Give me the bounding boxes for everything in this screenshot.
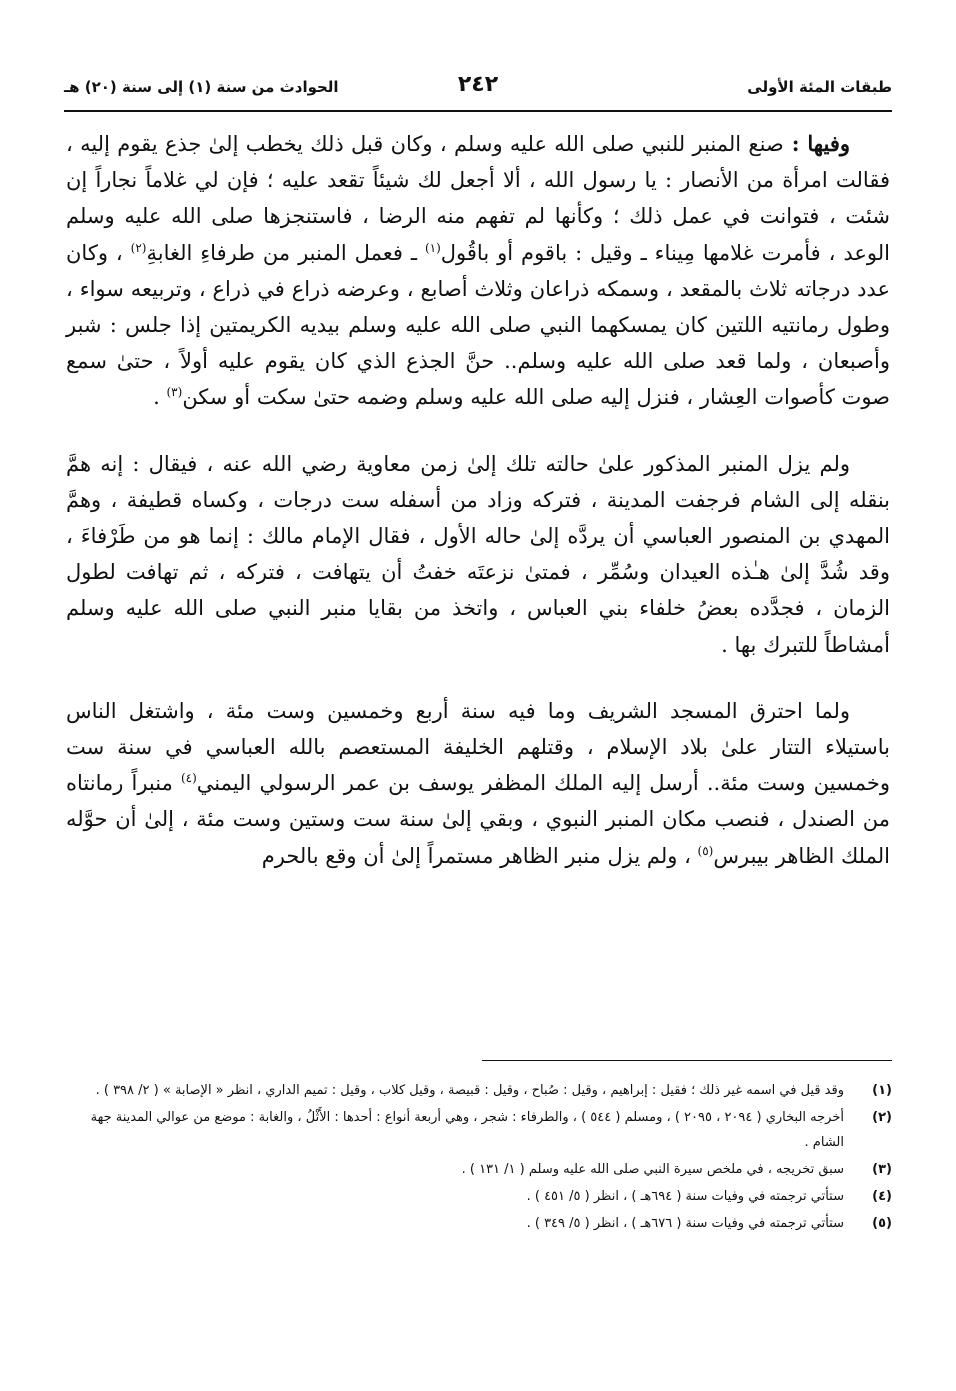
footnote-text: ستأتي ترجمته في وفيات سنة ( ٦٧٦هـ ) ، انظر ( ٥/ ٣٤٩ ) . <box>526 1216 844 1231</box>
paragraph-text: منبراً رمانتاه من الصندل ، فنصب مكان المنبر النبوي ، وبقي إلىٰ سنة ست وستين وست مئة ، إلىٰ أن حوَّله الملك الظاهر بيبرس <box>66 771 890 868</box>
footnote-number: (٢) <box>872 1110 892 1125</box>
footnote-ref-1[interactable]: (١) <box>424 240 441 255</box>
footnote <box>64 1157 892 1182</box>
footnote-ref-2[interactable]: (٢) <box>130 240 147 255</box>
footnote-text: وقد قيل في اسمه غير ذلك ؛ فقيل : إبراهيم ، وقيل : صُباح ، وقيل : قبيصة ، وقيل كلاب ، وقيل : تميم الداري ، انظر « الإصابة » ( ٢/ ٣٩٨ ) . <box>95 1083 844 1098</box>
section-title: الحوادث من سنة (١) إلى سنة (٢٠) هـ <box>64 78 339 96</box>
footnote-number: (١) <box>872 1083 892 1098</box>
footnote-ref-4[interactable]: (٤) <box>180 771 197 786</box>
footnote-text: أخرجه البخاري ( ٢٠٩٤ ، ٢٠٩٥ ) ، ومسلم ( ٥٤٤ ) ، والطرفاء : شجر ، وهي أربعة أنواع : أحدها : الأَثْلُ ، والغابة : موضع من عوالي المدينة جهة الشام . <box>90 1110 844 1150</box>
paragraph-minbar-history: ولم يزل المنبر المذكور علىٰ حالته تلك إلىٰ زمن معاوية رضي الله عنه ، فيقال : إنه همَّ بنقله إلى الشام فرجفت المدينة ، فتركه وزاد من أسفله ست درجات ، وكساه قطيفة ، وهمَّ المهدي بن المنصور العباسي أن يردَّه إلىٰ حاله الأول ، فقال الإمام مالك : إنما هو من طَرْفاءَ ، وقد شُدَّ إلىٰ هـٰذه العيدان وسُمِّر ، فمتىٰ نزعتَه خفتُ أن يتهافت ، فتركه ، ثم تهافت لطول الزمان ، فجدَّده بعضُ خلفاء بني العباس ، واتخذ من بقايا منبر النبي صلى الله عليه وسلم أمشاطاً للتبرك بها . <box>66 451 890 657</box>
paragraph-text: ، ولم يزل منبر الظاهر مستمراً إلىٰ أن وقع بالحرم <box>261 843 698 868</box>
footnote-text: ستأتي ترجمته في وفيات سنة ( ٦٩٤هـ ) ، انظر ( ٥/ ٤٥١ ) . <box>526 1189 844 1204</box>
book-title: طبقات المئة الأولى <box>747 78 892 96</box>
paragraph-lead: وفيها : <box>783 131 850 156</box>
paragraph-text: ـ فعمل المنبر من طرفاءِ الغابةِ <box>146 240 425 265</box>
footnote-number: (٣) <box>872 1162 892 1177</box>
paragraph-minbar-construction <box>66 126 890 416</box>
header-divider <box>64 110 892 112</box>
footnote-ref-3[interactable]: (٣) <box>166 385 183 400</box>
footnote-divider <box>482 1060 892 1061</box>
running-header <box>64 72 892 108</box>
footnote-ref-5[interactable]: (٥) <box>697 843 714 858</box>
footnote-text: سبق تخريجه ، في ملخص سيرة النبي صلى الله عليه وسلم ( ١/ ١٣١ ) . <box>461 1162 844 1177</box>
paragraph-text: صنع المنبر للنبي صلى الله عليه وسلم ، وكان قبل ذلك يخطب إلىٰ جذع يقوم إليه ، فقالت امرأة من الأنصار : يا رسول الله ، ألا أجعل لك شيئاً تقعد عليه ؛ فإن لي غلاماً نجاراً إن شئت ، فتوانت في عمل ذلك ؛ وكأنها لم تفهم منه الرضا ، فاستنجزها صلى الله عليه وسلم الوعد ، فأمرت غلامها مِيناء ـ وقيل : باقوم أو باقُول <box>66 132 890 265</box>
paragraph-text: . <box>153 385 167 410</box>
paragraph-mosque-fire <box>66 693 890 874</box>
paragraph-text: ، وكان عدد درجاته ثلاث بالمقعد ، وسمكه ذراعان وثلاث أصابع ، وعرضه ذراع في ذراع ، وتربيعه سواء ، وطول رمانتيه اللتين كان يمسكهما النبي صلى الله عليه وسلم بيديه الكريمتين إذا جلس : شبر وأصبعان ، ولما قعد صلى الله عليه وسلم.. حنَّ الجذع الذي كان يقوم عليه أولاً ، حتىٰ سمع صوت كأصوات العِشار ، فنزل إليه صلى الله عليه وسلم وضمه حتىٰ سكت أو سكن <box>66 240 890 410</box>
main-text <box>66 126 890 904</box>
footnote <box>64 1184 892 1209</box>
footnote <box>64 1105 892 1155</box>
footnote <box>64 1211 892 1236</box>
page-number: ٢٤٢ <box>457 72 499 97</box>
footnote-number: (٤) <box>872 1189 892 1204</box>
footnote-number: (٥) <box>872 1216 892 1231</box>
footnote <box>64 1078 892 1103</box>
footnotes <box>64 1078 892 1238</box>
paragraph-text: ولما احترق المسجد الشريف وما فيه سنة أربع وخمسين وست مئة ، واشتغل الناس باستيلاء التتار علىٰ بلاد الإسلام ، وقتلهم الخليفة المستعصم بالله العباسي في سنة ست وخمسين وست مئة.. أرسل إليه الملك المظفر يوسف بن عمر الرسولي اليمني <box>66 698 890 796</box>
